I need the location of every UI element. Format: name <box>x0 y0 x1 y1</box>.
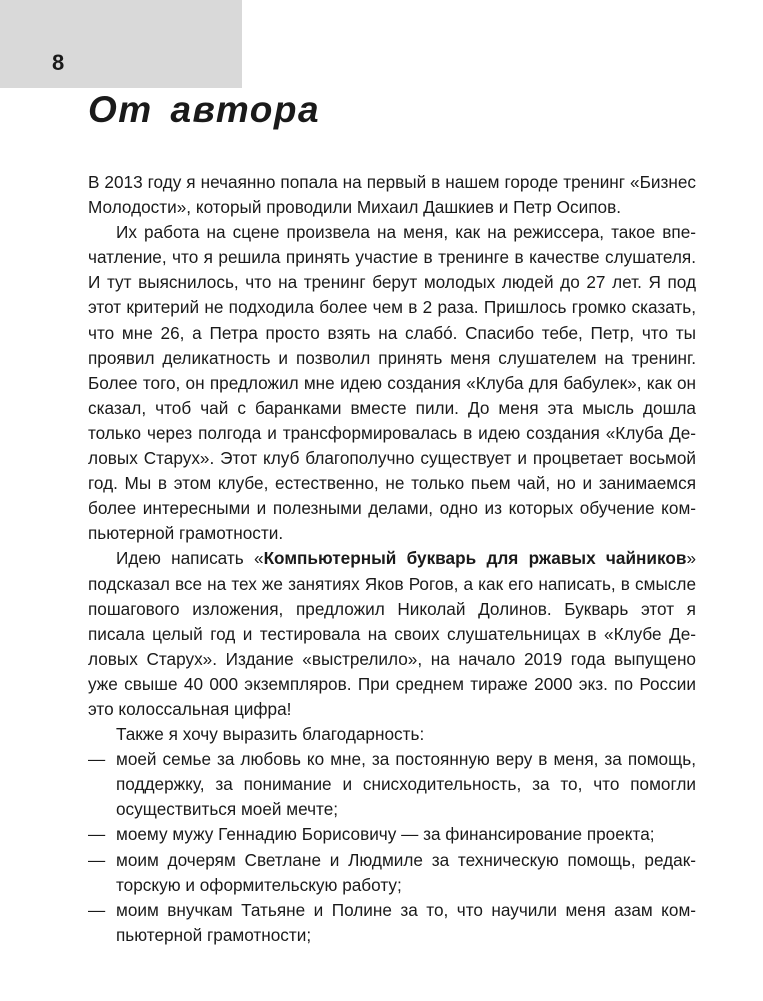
book-idea-rest: » подсказал все на тех же занятиях Яков Рогов, а как его написать, в смысле пошагового изложения, предложил Николай Долинов. Букварь этот я писала целый год и тестировала на своих слушательницах в «Клубе Деловых Старух». Издание «выстрелило», на начало 2019 года выпущено уже свыше 40 000 экземпляров. При среднем тираже 2000 экз. по России это колоссальная цифра! <box>88 548 696 719</box>
list-item <box>88 747 696 822</box>
paragraph-story: Их работа на сцене произвела на меня, как на режиссера, такое впечатление, что я решила принять участие в тренинге в качестве слушателя. И тут выяснилось, что на тренинг берут молодых людей до 27 лет. Я под этот критерий не подходила более чем в 2 раза. Пришлось громко сказать, что мне 26, а Петра просто взять на слабó. Спасибо тебе, Петр, что ты проявил деликатность и позволил принять меня слушателем на тренинг. Более того, он предложил мне идею создания «Клуба для бабулек», как он сказал, чтоб чай с баранками вместе пили. До меня эта мысль дошла только через полгода и трансформировалась в идею создания «Клуба Деловых Старух». Этот клуб благополучно существует и процветает восьмой год. Мы в этом клубе, естественно, не только пьем чай, но и занимаемся более интересными и полезными делами, одно из которых обучение компьютерной грамотности. <box>88 222 696 544</box>
list-dash: — <box>88 824 106 845</box>
list-dash: — <box>88 749 106 770</box>
thanks-list <box>88 747 696 948</box>
chapter-body <box>88 170 696 948</box>
paragraph-thanks-intro: Также я хочу выразить благодарность: <box>116 724 425 745</box>
list-item-text: моим дочерям Светлане и Людмиле за техническую помощь, редакторскую и оформительскую работу; <box>116 849 696 895</box>
page-number: 8 <box>52 50 65 75</box>
list-item <box>88 898 696 948</box>
page-number-tab <box>0 0 242 88</box>
list-item-text: моим внучкам Татьяне и Полине за то, что научили меня азам компьютерной грамотности; <box>116 899 696 945</box>
list-dash: — <box>88 899 106 920</box>
book-title: Компьютерный букварь для ржавых чайников <box>263 548 687 569</box>
list-item-text: моему мужу Геннадию Борисовичу — за финансирование проекта; <box>116 824 655 845</box>
list-item-text: моей семье за любовь ко мне, за постоянную веру в меня, за помощь, поддержку, за понимание и снисходительность, за то, что помогли осуществиться моей мечте; <box>116 749 696 820</box>
list-item <box>88 848 696 898</box>
book-idea-prefix: Идею написать « <box>116 548 264 569</box>
chapter-title: От автора <box>88 89 321 130</box>
paragraph-book-idea <box>88 546 696 722</box>
paragraph-intro: В 2013 году я нечаянно попала на первый в нашем городе тренинг «Бизнес Молодости», который проводили Михаил Дашкиев и Петр Осипов. <box>88 172 696 218</box>
list-dash: — <box>88 849 106 870</box>
list-item <box>88 822 696 847</box>
